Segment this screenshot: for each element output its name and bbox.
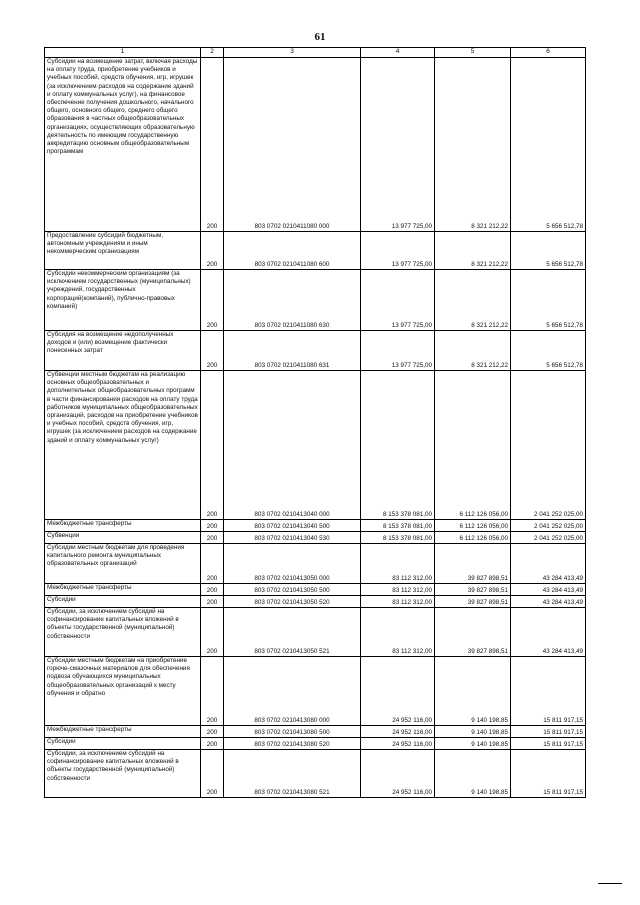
row-value-6: 43 284 413,49 <box>511 608 586 657</box>
row-value-5: 8 321 212,22 <box>435 58 511 232</box>
row-classifier: 803 0702 0210411080 630 <box>224 270 361 331</box>
row-name: Межбюджетные трансферты <box>45 584 201 596</box>
row-name: Субсидии <box>45 596 201 608</box>
row-code: 200 <box>201 58 224 232</box>
row-value-6: 15 811 917,15 <box>511 738 586 750</box>
row-value-6: 5 656 512,78 <box>511 232 586 270</box>
column-header: 6 <box>511 48 586 58</box>
table-row <box>45 657 586 726</box>
row-value-5: 9 140 198,85 <box>435 750 511 798</box>
row-classifier: 803 0702 0210411080 600 <box>224 232 361 270</box>
row-value-5: 9 140 198,85 <box>435 726 511 738</box>
row-value-4: 83 112 312,00 <box>361 584 435 596</box>
row-value-5: 9 140 198,85 <box>435 657 511 726</box>
table-row <box>45 520 586 532</box>
row-value-6: 15 811 917,15 <box>511 726 586 738</box>
table-row <box>45 371 586 520</box>
row-name: Субсидии, за исключением субсидий на софинансирование капитальных вложений в объекты государственной (муниципальной) собственности <box>45 750 201 798</box>
row-value-6: 2 041 252 025,00 <box>511 532 586 544</box>
row-value-4: 13 977 725,00 <box>361 58 435 232</box>
row-value-4: 24 952 116,00 <box>361 657 435 726</box>
row-code: 200 <box>201 750 224 798</box>
row-name: Субсидии некоммерческим организациям (за исключением государственных (муниципальных) учреждений, государственных корпораций(компаний), публично-правовых компаний) <box>45 270 201 331</box>
column-header: 4 <box>361 48 435 58</box>
row-code: 200 <box>201 520 224 532</box>
table-row <box>45 584 586 596</box>
row-classifier: 803 0702 0210411080 631 <box>224 331 361 371</box>
row-code: 200 <box>201 596 224 608</box>
row-code: 200 <box>201 232 224 270</box>
row-value-4: 8 153 378 081,00 <box>361 371 435 520</box>
row-classifier: 803 0702 0210413080 520 <box>224 738 361 750</box>
table-row <box>45 331 586 371</box>
row-value-5: 6 112 126 056,00 <box>435 520 511 532</box>
row-value-5: 39 827 898,51 <box>435 608 511 657</box>
row-value-4: 13 977 725,00 <box>361 331 435 371</box>
row-value-4: 13 977 725,00 <box>361 232 435 270</box>
row-code: 200 <box>201 270 224 331</box>
row-code: 200 <box>201 544 224 584</box>
row-classifier: 803 0702 0210413050 500 <box>224 584 361 596</box>
table-row <box>45 608 586 657</box>
table-header-row <box>45 48 586 58</box>
row-value-5: 39 827 898,51 <box>435 596 511 608</box>
row-name: Субвенции местным бюджетам на реализацию основных общеобразовательных и дополнительных общеобразовательных программ в части финансирования расходов на оплату труда работников муниципальных общеобразовательных организаций, расходов на приобретение учебников и учебных пособий, средств обучения, игр, игрушек (за исключением расходов на содержание зданий и оплату коммунальных услуг) <box>45 371 201 520</box>
column-header: 2 <box>201 48 224 58</box>
row-classifier: 803 0702 0210411080 000 <box>224 58 361 232</box>
footer-rule <box>598 883 622 884</box>
table-row <box>45 738 586 750</box>
page-number: 61 <box>314 31 326 43</box>
row-classifier: 803 0702 0210413080 000 <box>224 657 361 726</box>
row-value-6: 43 284 413,49 <box>511 544 586 584</box>
row-code: 200 <box>201 532 224 544</box>
row-value-4: 24 952 116,00 <box>361 750 435 798</box>
table-row <box>45 270 586 331</box>
row-value-4: 24 952 116,00 <box>361 738 435 750</box>
row-value-5: 8 321 212,22 <box>435 331 511 371</box>
row-code: 200 <box>201 371 224 520</box>
row-value-6: 5 656 512,78 <box>511 58 586 232</box>
row-value-4: 8 153 378 081,00 <box>361 532 435 544</box>
row-name: Субсидии на возмещение затрат, включая расходы на оплату труда, приобретение учебников и учебных пособий, средств обучения, игр, игрушек (за исключением расходов на содержание зданий и оплату коммунальных услуг), на финансовое обеспечение получения дошкольного, начального общего, основного общего, среднего общего образования в частных общеобразовательных организациях, осуществляющих образовательную деятельность по имеющим государственную аккредитацию основным общеобразовательным программам <box>45 58 201 232</box>
row-value-5: 8 321 212,22 <box>435 270 511 331</box>
table-row <box>45 58 586 232</box>
row-classifier: 803 0702 0210413050 520 <box>224 596 361 608</box>
row-classifier: 803 0702 0210413050 000 <box>224 544 361 584</box>
table-row <box>45 750 586 798</box>
row-value-6: 43 284 413,49 <box>511 596 586 608</box>
table-row <box>45 726 586 738</box>
row-value-4: 83 112 312,00 <box>361 544 435 584</box>
row-code: 200 <box>201 657 224 726</box>
row-value-4: 8 153 378 081,00 <box>361 520 435 532</box>
table-row <box>45 596 586 608</box>
row-value-4: 83 112 312,00 <box>361 608 435 657</box>
row-value-6: 5 656 512,78 <box>511 270 586 331</box>
column-header: 5 <box>435 48 511 58</box>
row-value-5: 9 140 198,85 <box>435 738 511 750</box>
row-code: 200 <box>201 584 224 596</box>
row-code: 200 <box>201 726 224 738</box>
row-name: Субсидии, за исключением субсидий на софинансирование капитальных вложений в объекты государственной (муниципальной) собственности <box>45 608 201 657</box>
row-value-6: 2 041 252 025,00 <box>511 520 586 532</box>
table-row <box>45 532 586 544</box>
row-name: Предоставление субсидий бюджетным, автономным учреждениям и иным некоммерческим организациям <box>45 232 201 270</box>
row-value-4: 24 952 116,00 <box>361 726 435 738</box>
row-code: 200 <box>201 608 224 657</box>
column-header: 1 <box>45 48 201 58</box>
row-value-5: 8 321 212,22 <box>435 232 511 270</box>
row-value-5: 6 112 126 056,00 <box>435 532 511 544</box>
row-classifier: 803 0702 0210413080 521 <box>224 750 361 798</box>
row-value-6: 15 811 917,15 <box>511 657 586 726</box>
row-name: Субсидия на возмещение недополученных доходов и (или) возмещение фактически понесенных затрат <box>45 331 201 371</box>
row-name: Субвенции <box>45 532 201 544</box>
row-value-4: 13 977 725,00 <box>361 270 435 331</box>
row-classifier: 803 0702 0210413040 500 <box>224 520 361 532</box>
row-name: Межбюджетные трансферты <box>45 520 201 532</box>
row-classifier: 803 0702 0210413080 500 <box>224 726 361 738</box>
row-name: Межбюджетные трансферты <box>45 726 201 738</box>
row-value-5: 39 827 898,51 <box>435 544 511 584</box>
row-value-5: 39 827 898,51 <box>435 584 511 596</box>
row-value-6: 5 656 512,78 <box>511 331 586 371</box>
row-value-4: 83 112 312,00 <box>361 596 435 608</box>
table-row <box>45 544 586 584</box>
row-classifier: 803 0702 0210413040 000 <box>224 371 361 520</box>
column-header: 3 <box>224 48 361 58</box>
row-value-6: 43 284 413,49 <box>511 584 586 596</box>
row-value-5: 6 112 126 056,00 <box>435 371 511 520</box>
row-code: 200 <box>201 331 224 371</box>
row-value-6: 2 041 252 025,00 <box>511 371 586 520</box>
row-code: 200 <box>201 738 224 750</box>
table-row <box>45 232 586 270</box>
row-classifier: 803 0702 0210413050 521 <box>224 608 361 657</box>
row-classifier: 803 0702 0210413040 530 <box>224 532 361 544</box>
row-name: Субсидии местным бюджетам на приобретение горюче-смазочных материалов для обеспечения подвоза обучающихся муниципальных общеобразовательных организаций к месту обучения и обратно <box>45 657 201 726</box>
row-name: Субсидии местным бюджетам для проведения капитального ремонта муниципальных образовательных организаций <box>45 544 201 584</box>
row-name: Субсидии <box>45 738 201 750</box>
budget-table <box>44 47 586 798</box>
row-value-6: 15 811 917,15 <box>511 750 586 798</box>
